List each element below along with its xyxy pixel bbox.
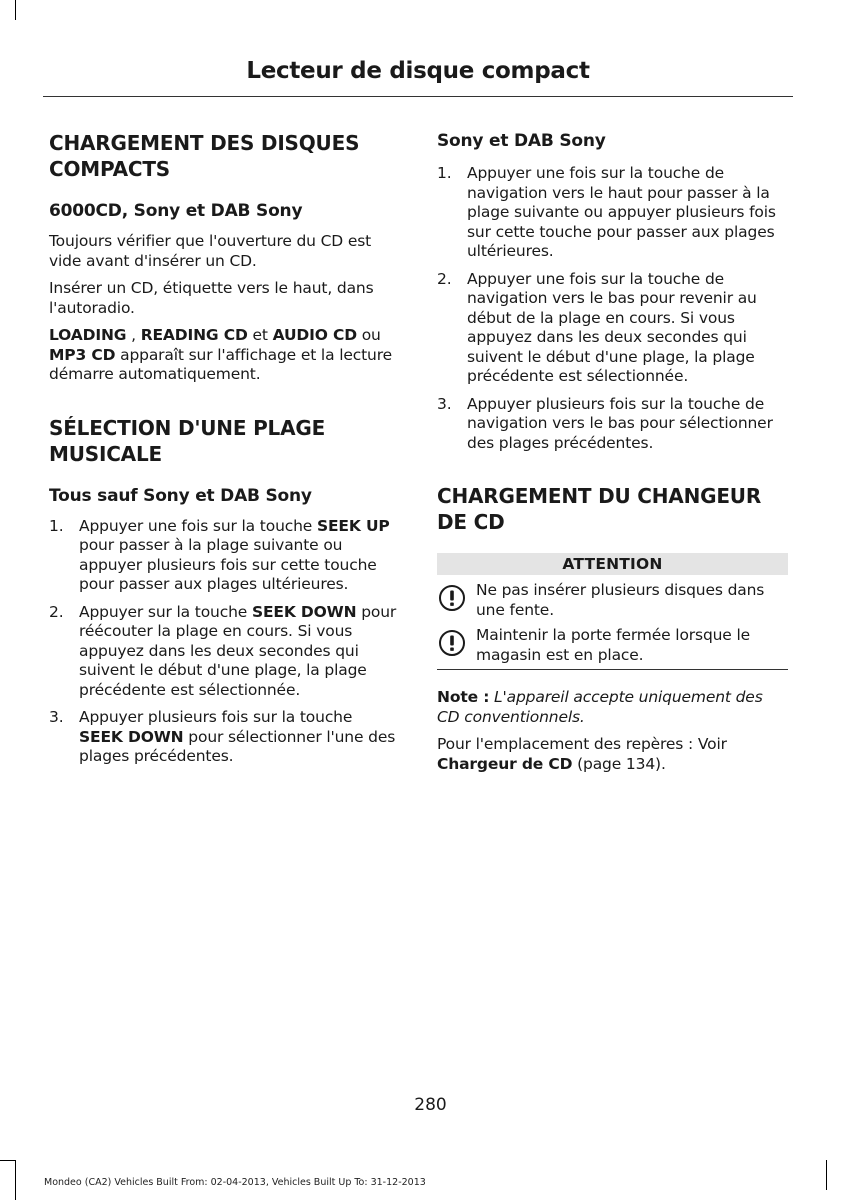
crop-mark-bottom-left-h [0,1160,16,1161]
heading-track-selection: SÉLECTION D'UNE PLAGE MUSICALE [49,415,326,466]
crop-mark-top-left [15,0,16,20]
cross-reference-link[interactable]: Chargeur de CD [437,754,573,773]
msg-reading-cd: READING CD [140,326,248,344]
crop-mark-bottom-left [15,1160,16,1200]
list-item: 2. Appuyer sur la touche SEEK DOWN pour réécouter la plage en cours. Si vous appuyez dans les deux secondes qui suivent le début d'une plage, la plage précédente est sélectionnée. [49,602,397,699]
page-title: Lecteur de disque compact [246,58,590,84]
note-label: Note : [437,688,490,706]
list-item: 3. Appuyer plusieurs fois sur la touche SEEK DOWN pour sélectionner l'une des plages précédentes. [49,708,396,765]
attention-divider [437,669,788,670]
msg-audio-cd: AUDIO CD [272,326,357,344]
paragraph-check-slot: Toujours vérifier que l'ouverture du CD est vide avant d'insérer un CD. [49,232,372,270]
heading-cd-changer: CHARGEMENT DU CHANGEUR DE CD [437,484,762,534]
left-column [49,130,400,777]
list-item: 2. Appuyer une fois sur la touche de navigation vers le bas pour revenir au début de la plage en cours. Si vous appuyez dans les deux secondes qui suivent le début d'une plage, la plage précédente est sélectionnée. [437,269,757,385]
heading-loading-cds: CHARGEMENT DES DISQUES COMPACTS [49,131,360,181]
footer-vehicle-info: Mondeo (CA2) Vehicles Built From: 02-04-2013, Vehicles Built Up To: 31-12-2013 [44,1177,426,1188]
warning-item: Maintenir la porte fermée lorsque le magasin est en place. [437,626,788,665]
reference-paragraph: Pour l'emplacement des repères : Voir Chargeur de CD (page 134). [437,735,727,773]
crop-mark-bottom-right [826,1160,827,1190]
attention-box [437,553,788,670]
right-column [437,130,788,782]
warning-item: Ne pas insérer plusieurs disques dans une fente. [437,581,788,620]
page-header [43,56,793,97]
paragraph-display-messages: LOADING , READING CD et AUDIO CD ou MP3 CD apparaît sur l'affichage et la lecture démarre automatiquement. [49,326,392,383]
subheading-sony: Sony et DAB Sony [437,131,606,151]
subheading-all-except-sony: Tous sauf Sony et DAB Sony [49,485,312,506]
subheading-models: 6000CD, Sony et DAB Sony [49,201,303,221]
page-number: 280 [414,1095,447,1115]
note-paragraph: Note : L'appareil accepte uniquement des CD conventionnels. [437,688,763,726]
msg-loading: LOADING [49,326,127,344]
warning-icon [438,629,466,657]
warning-icon [438,584,466,612]
paragraph-insert-cd: Insérer un CD, étiquette vers le haut, dans l'autoradio. [49,279,374,317]
sony-steps-list [437,164,788,453]
attention-title: ATTENTION [437,553,788,575]
seek-steps-list [49,517,400,767]
msg-mp3-cd: MP3 CD [49,345,116,364]
list-item: 1. Appuyer une fois sur la touche de navigation vers le haut pour passer à la plage suivante ou appuyer plusieurs fois sur cette touche pour passer aux plages ultérieures. [437,164,776,260]
list-item: 1. Appuyer une fois sur la touche SEEK UP pour passer à la plage suivante ou appuyer plusieurs fois sur cette touche pour passer aux plages ultérieures. [49,516,390,593]
list-item: 3. Appuyer plusieurs fois sur la touche de navigation vers le bas pour sélectionner des plages précédentes. [437,394,773,452]
